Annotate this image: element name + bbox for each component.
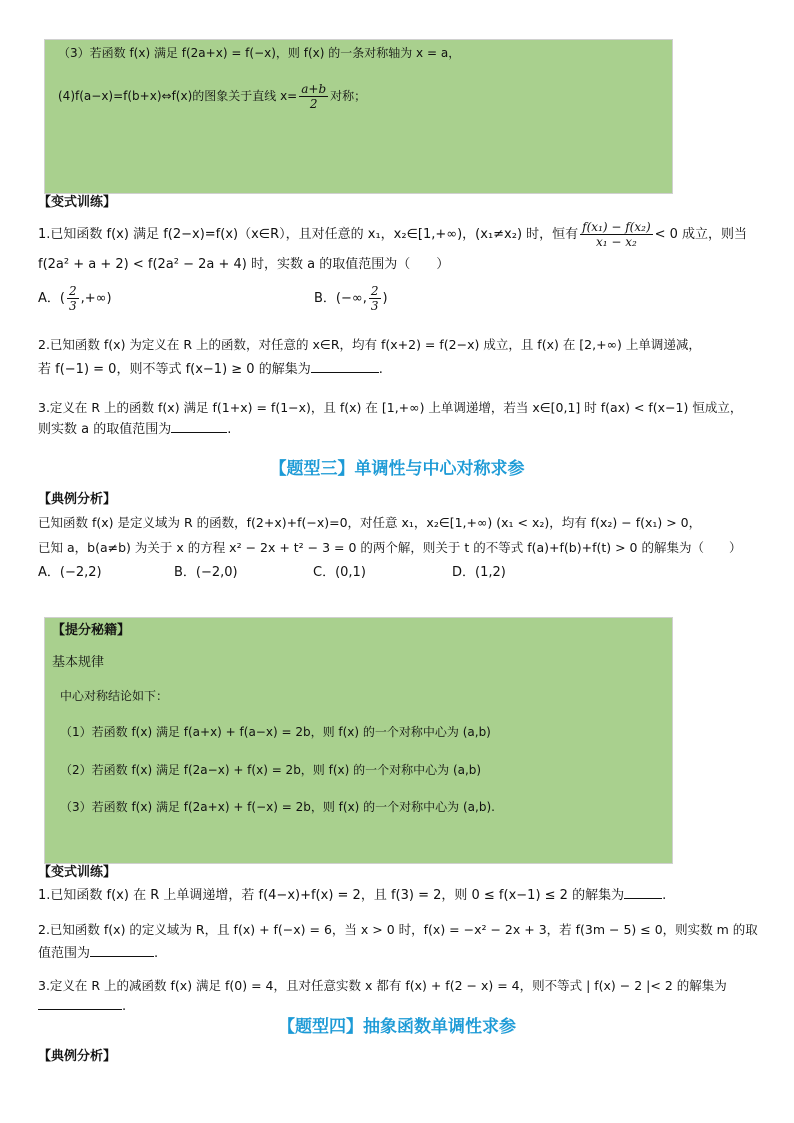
question-2-line-1: 2.已知函数 f(x) 为定义在 R 上的函数，对任意的 x∈R，均有 f(x+2) = f(2−x) 成立，且 f(x) 在 [2,+∞) 上单调递减，: [38, 337, 701, 352]
axis-rule-4-end: 对称；: [330, 89, 367, 103]
answer-blank[interactable]: [624, 886, 662, 899]
example-3-option-a[interactable]: A．(−2,2): [38, 565, 102, 580]
question-3-line-1: 3.定义在 R 上的函数 f(x) 满足 f(1+x) = f(1−x)，且 f(x) 在 [1,+∞) 上单调递增，若当 x∈[0,1] 时 f(ax) < f(x−1) 恒成立，: [38, 400, 743, 415]
answer-blank[interactable]: [171, 420, 227, 433]
example-3-line-2: 已知 a，b(a≠b) 为关于 x 的方程 x² − 2x + t² − 3 = 0 的两个解，则关于 t 的不等式 f(a)+f(b)+f(t) > 0 的解集为（ ）: [38, 540, 742, 555]
question-1-line-2: f(2a² + a + 2) < f(2a² − 2a + 4) 时，实数 a 的取值范围为（ ）: [38, 257, 450, 272]
question-2-1: 1.已知函数 f(x) 在 R 上单调递增，若 f(4−x)+f(x) = 2，且 f(3) = 2，则 0 ≤ f(x−1) ≤ 2 的解集为 .: [38, 888, 667, 903]
center-rule-3: （3）若函数 f(x) 满足 f(2a+x) + f(−x) = 2b，则 f(x) 的一个对称中心为 (a,b).: [60, 800, 495, 814]
question-1-option-b[interactable]: B．(−∞, $\frac{2}{3}$ ): [314, 284, 388, 313]
question-3-line-2: 则实数 a 的取值范围为 .: [38, 422, 232, 437]
section-heading-type-3: 【题型三】单调性与中心对称求参: [269, 459, 525, 479]
example-3-line-1: 已知函数 f(x) 是定义域为 R 的函数，f(2+x)+f(−x)=0，对任意 x₁，x₂∈[1,+∞) (x₁ < x₂)，均有 f(x₂) − f(x₁) > 0，: [38, 515, 702, 530]
axis-rule-4: [58, 82, 366, 111]
section-label-example-analysis-2: 【典例分析】: [38, 1049, 117, 1064]
question-2-2-line-1: 2.已知函数 f(x) 的定义域为 R，且 f(x) + f(−x) = 6，当 x > 0 时，f(x) = −x² − 2x + 3，若 f(3m − 5) ≤ 0，则实数 m 的取: [38, 922, 758, 937]
question-1-fraction: $\frac{\text{f(x₁) − f(x₂)}}{\text{x₁ − x₂}}$: [582, 220, 651, 249]
question-1-option-a[interactable]: A．( $\frac{2}{3}$ ,+∞): [38, 284, 112, 313]
question-2-line-2: 若 f(−1) = 0，则不等式 f(x−1) ≥ 0 的解集为 .: [38, 362, 383, 377]
section-label-variant-training: 【变式训练】: [38, 195, 117, 210]
answer-blank[interactable]: [38, 997, 122, 1010]
example-3-option-c[interactable]: C．(0,1): [313, 565, 366, 580]
section-label-example-analysis: 【典例分析】: [38, 492, 117, 507]
section-label-variant-training-2: 【变式训练】: [38, 865, 117, 880]
tips-box-rule: 基本规律: [52, 655, 105, 670]
question-2-2-line-2: 值范围为 .: [38, 946, 159, 961]
axis-rule-3: （3）若函数 f(x) 满足 f(2a+x) = f(−x)，则 f(x) 的一条对称轴为 x = a，: [58, 46, 461, 60]
question-2-3-line-1: 3.定义在 R 上的减函数 f(x) 满足 f(0) = 4，且对任意实数 x 都有 f(x) + f(2 − x) = 4，则不等式 | f(x) − 2 |< 2 的解集为: [38, 978, 727, 993]
tips-box-intro: 中心对称结论如下：: [60, 689, 169, 703]
answer-blank[interactable]: [90, 944, 154, 957]
tips-box-axis-symmetry: [44, 39, 673, 194]
question-1-line-1: 1.已知函数 f(x) 满足 f(2−x)=f(x)（x∈R），且对任意的 x₁，x₂∈[1,+∞)，(x₁≠x₂) 时，恒有 $\frac{\text{f(x₁) − f(x₂)}}{\text{x₁ − x₂}}$ < 0 成立，则当: [38, 220, 748, 249]
tips-box-label: 【提分秘籍】: [52, 623, 131, 638]
axis-rule-4-fraction: $\frac{a+b}{2}$: [301, 82, 327, 111]
axis-rule-4-text: (4)f(a−x)=f(b+x)⇔f(x)的图象关于直线 x=: [58, 89, 298, 103]
section-heading-type-4: 【题型四】抽象函数单调性求参: [278, 1017, 516, 1037]
example-3-option-d[interactable]: D．(1,2): [452, 565, 506, 580]
question-2-3-line-2: .: [38, 997, 126, 1016]
answer-blank[interactable]: [311, 360, 379, 373]
center-rule-2: （2）若函数 f(x) 满足 f(2a−x) + f(x) = 2b，则 f(x) 的一个对称中心为 (a,b): [60, 763, 482, 777]
example-3-option-b[interactable]: B．(−2,0): [174, 565, 238, 580]
center-rule-1: （1）若函数 f(x) 满足 f(a+x) + f(a−x) = 2b，则 f(x) 的一个对称中心为 (a,b): [60, 725, 491, 739]
